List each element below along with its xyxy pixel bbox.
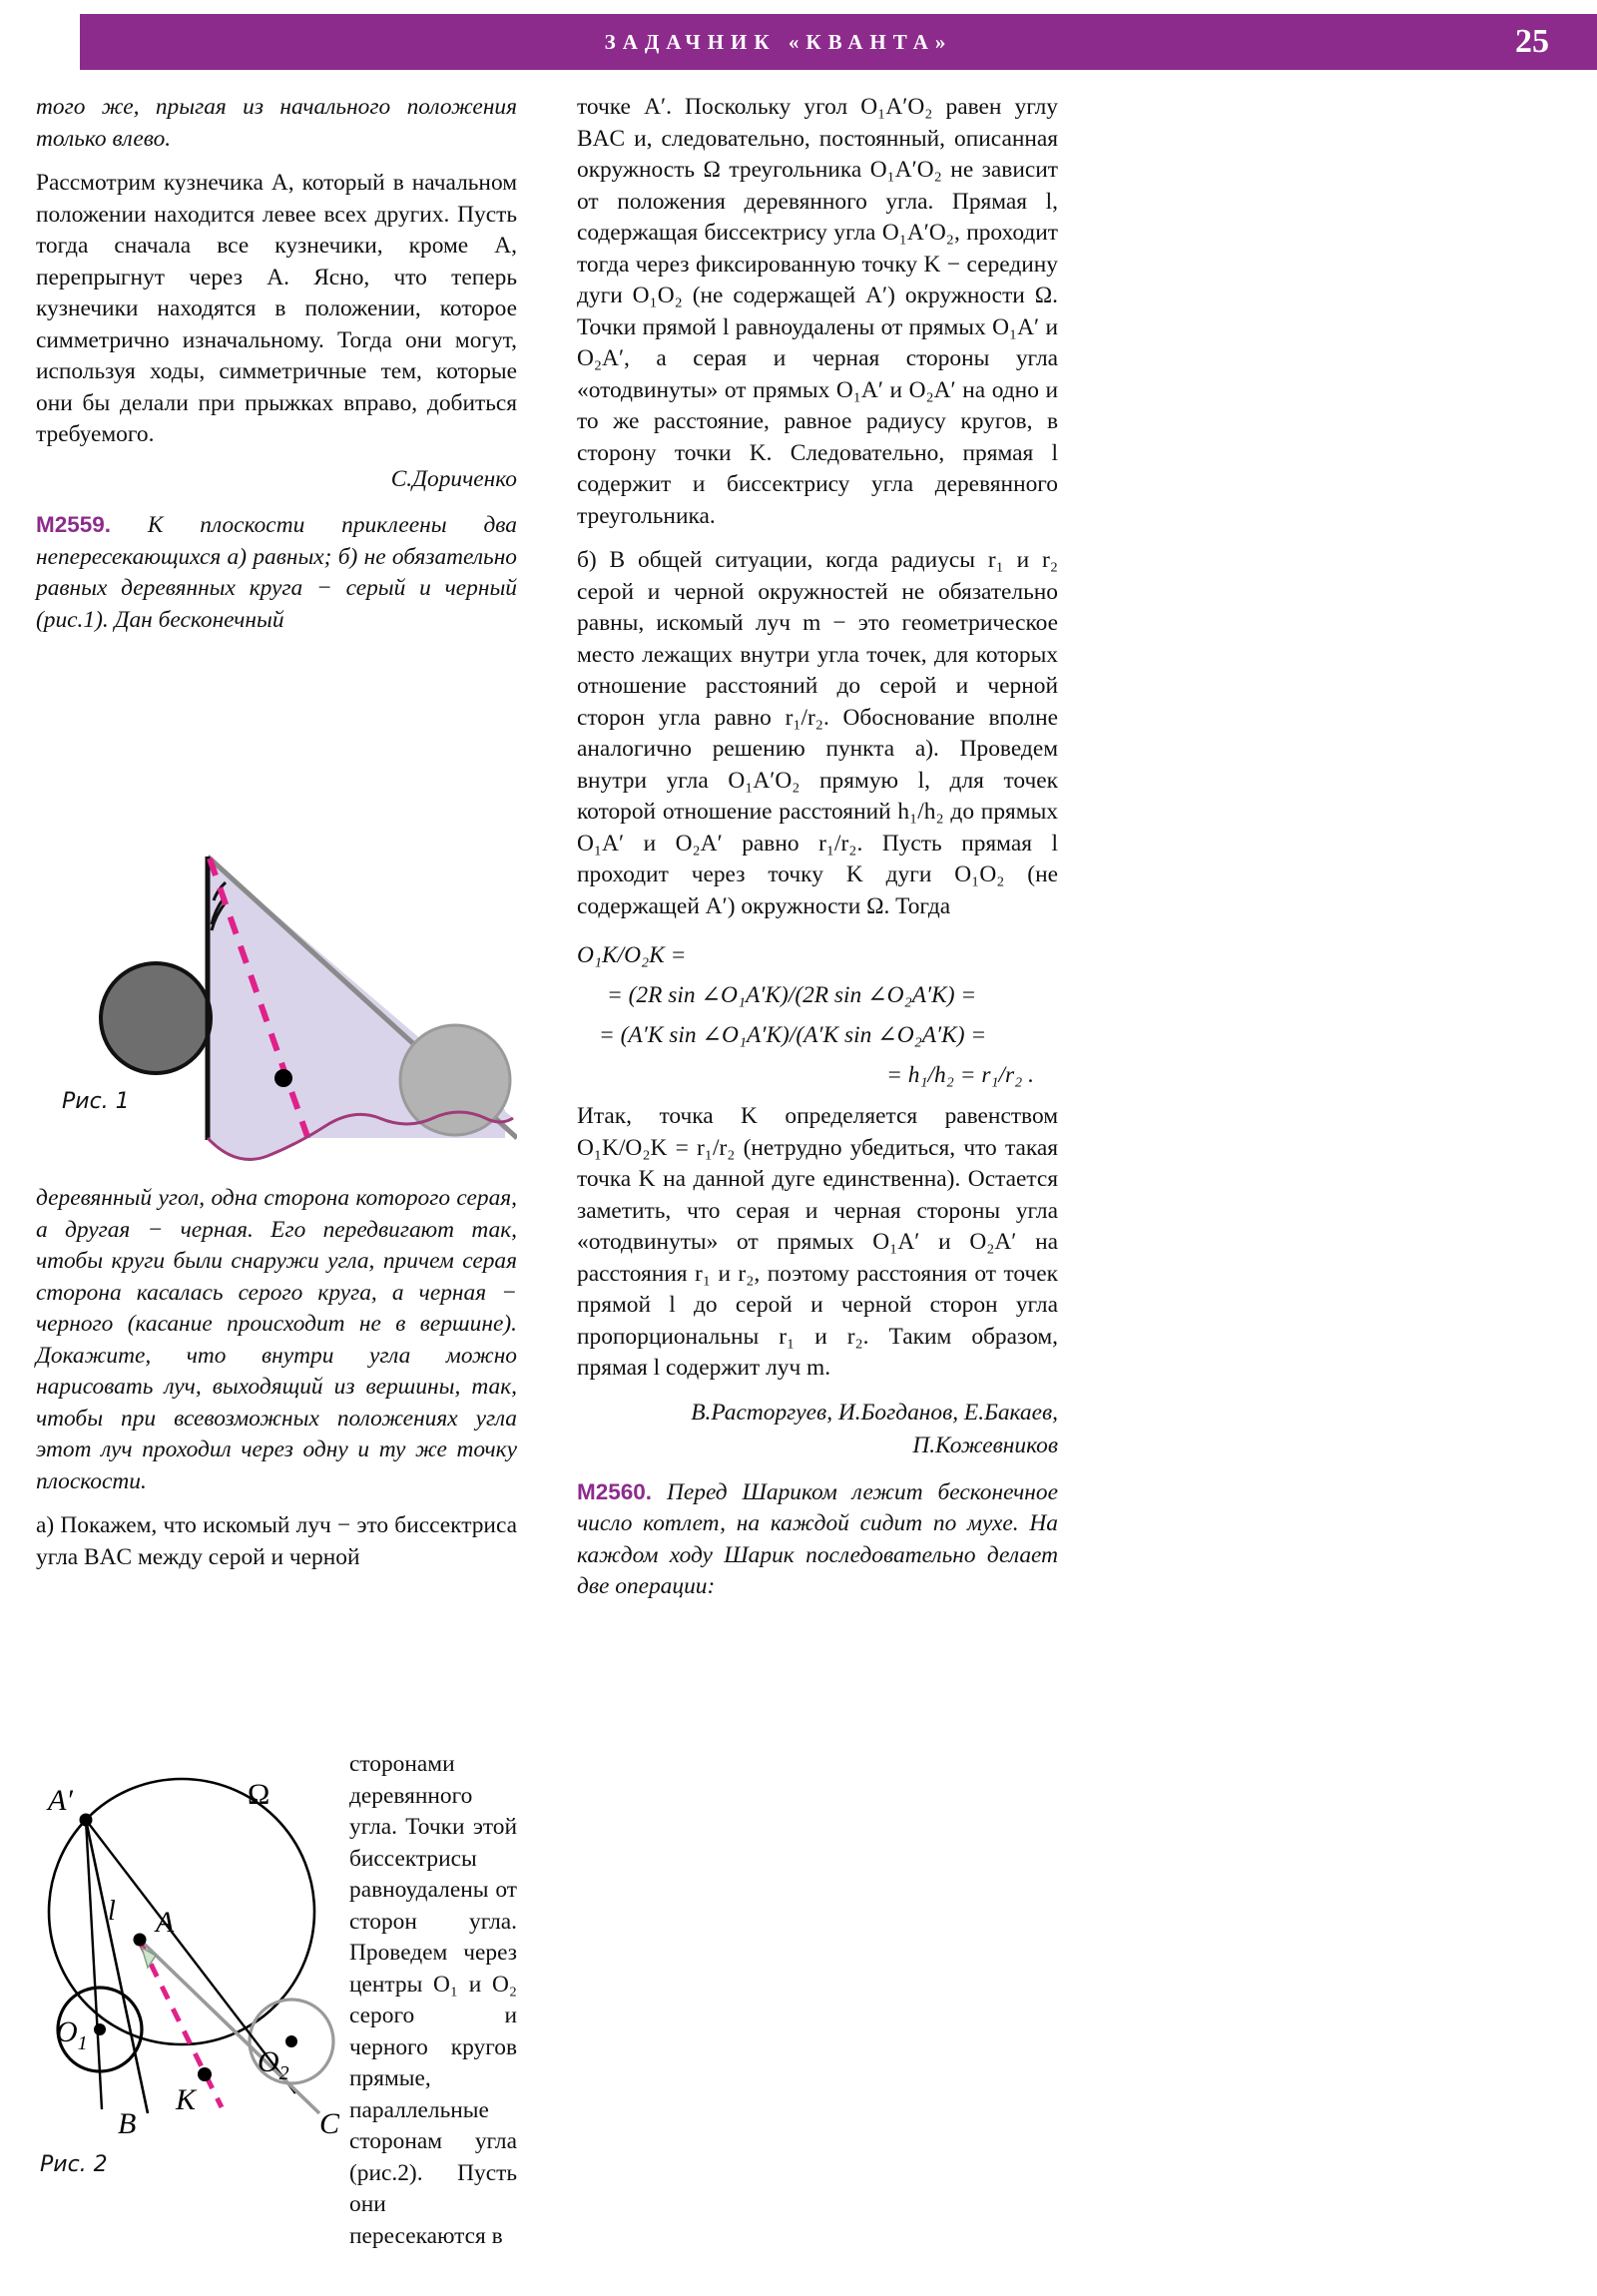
right-paragraph-3: Итак, точка K определяется равенством O₁K/O₂K = r₁/r₂ (нетрудно убедиться, что такая точка K на данной дуге единственна). Остается заметить, что серая и черная стороны угла «отодвинуты» от прямых O₁A′ и O₂A′ на расстояния r₁ и r₂, поэтому расстояния от точек прямой l до серой и черной сторон угла пропорциональны r₁ и r₂. Таким образом, прямая l содержит луч m. [577, 1103, 1058, 1381]
figure-2-caption: Рис. 2 [40, 2152, 108, 2177]
signature-dorichenko: С.Дориченко [390, 465, 517, 492]
problem-m2559-statement-part1 [36, 509, 517, 636]
equation-line-1: O₁K/O₂K = [577, 942, 687, 968]
problem-label-m2559: M2559. [36, 512, 112, 537]
figure-2 [30, 1742, 339, 2177]
page-header-bar [80, 14, 1597, 70]
m2560-text: Перед Шариком лежит бесконечное число котлет, на каждой сидит по мухе. На каждом ходу Шарик последовательно делает две операции: [577, 1478, 1058, 1599]
label-k: K [176, 2083, 197, 2116]
point-k [198, 2067, 212, 2081]
label-a-prime: A′ [48, 1784, 73, 1817]
right-paragraph-1: точке A′. Поскольку угол O₁A′O₂ равен углу BAC и, следовательно, постоянный, описанная окружность Ω треугольника O₁A′O₂ не зависит от положения деревянного угла. Прямая l, содержащая биссектрису угла O₁A′O₂, проходит тогда через фиксированную точку K − середину дуги O₁O₂ (не содержащей A′) окружности Ω. Точки прямой l равноудалены от прямых O₁A′ и O₂A′, а серая и черная стороны угла «отодвинуты» от прямых O₁A′ и O₂A′ на одно и то же расстояние, равное радиусу кругов, в сторону точки K. Следовательно, прямая l содержит и биссектрису угла деревянного треугольника. [577, 94, 1058, 529]
left-column [36, 92, 517, 649]
fixed-point-dot [274, 1069, 292, 1087]
label-c: C [319, 2107, 339, 2140]
page-number: 25 [1515, 23, 1549, 60]
figure-1-caption: Рис. 1 [62, 1089, 130, 1114]
equation-line-3: = (A′K sin ∠O₁A′K)/(A′K sin ∠O₂A′K) = [599, 1022, 987, 1048]
signature-authors-line1: В.Расторгуев, И.Богданов, Е.Бакаев, [691, 1399, 1058, 1426]
solution-a-intro: а) Покажем, что искомый луч − это биссектриса угла BAC между серой и черной [36, 1512, 517, 1570]
dark-circle [101, 963, 211, 1073]
point-o1 [94, 2023, 106, 2035]
continuation-paragraph: того же, прыгая из начального положения только влево. [36, 94, 517, 152]
left-column-wrapped-text: сторонами деревянного угла. Точки этой биссектрисы равноудалены от сторон угла. Проведем через центры O₁ и O₂ серого и черного кругов прямые, параллельные сторонам угла (рис.2). Пусть они пересекаются в [349, 1751, 517, 2249]
label-b: B [118, 2107, 137, 2140]
right-column [577, 92, 1058, 1616]
point-a-prime [80, 1814, 93, 1827]
gray-angle-side [140, 1940, 319, 2113]
label-a: A [156, 1906, 175, 1939]
problem-m2560 [577, 1476, 1058, 1603]
signature-authors-line2: П.Кожевников [912, 1433, 1058, 1458]
equation-line-4: = h₁/h₂ = r₁/r₂ . [886, 1062, 1034, 1088]
point-a [134, 1934, 147, 1947]
page-header-title: ЗАДАЧНИК «КВАНТА» [604, 29, 953, 54]
m2559-statement-part2: деревянный угол, одна сторона которого серая, а другая − черная. Его передвигают так, чтобы круги были снаружи угла, причем серая сторона касалась серого круга, а черная − черного (касание происходит не в вершине). Докажите, что внутри угла можно нарисовать луч, выходящий из вершины, так, чтобы при всевозможных положениях угла этот луч проходил через одну и ту же точку плоскости. [36, 1185, 517, 1494]
point-o2 [285, 2035, 297, 2047]
figure-2-svg [30, 1742, 339, 2141]
label-o1: $O_1$ [56, 2015, 88, 2054]
figure-1 [36, 839, 517, 1183]
right-paragraph-2: б) В общей ситуации, когда радиусы r₁ и r₂ серой и черной окружностей не обязательно равны, искомый луч m − это геометрическое место лежащих внутри угла точек, для которых отношение расстояний до серой и черной сторон угла равно r₁/r₂. Обоснование вполне аналогично решению пункта а). Проведем внутри угла O₁A′O₂ прямую l, для точек которой отношение расстояний h₁/h₂ до прямых O₁A′ и O₂A′ равно r₁/r₂. Пусть прямая l проходит через точку K дуги O₁O₂ (не содержащей A′) окружности Ω. Тогда [577, 547, 1058, 919]
label-l: l [108, 1896, 116, 1927]
light-circle [400, 1025, 510, 1135]
m2559-text-part1: К плоскости приклеены два непересекающихся а) равных; б) не обязательно равных деревянных круга − серый и черный (рис.1). Дан бесконечный [36, 512, 517, 633]
solution-paragraph-1: Рассмотрим кузнечика A, который в начальном положении находится левее всех других. Пусть тогда сначала все кузнечики, кроме A, перепрыгнут через A. Ясно, что теперь кузнечики находятся в положении, которое симметрично изначальному. Тогда они могут, используя ходы, симметричные тем, которые они бы делали при прыжках вправо, добиться требуемого. [36, 170, 517, 447]
label-omega: Ω [248, 1778, 270, 1811]
equation-line-2: = (2R sin ∠O₁A′K)/(2R sin ∠O₂A′K) = [607, 982, 977, 1008]
figure-1-svg [36, 839, 517, 1183]
problem-label-m2560: M2560. [577, 1478, 653, 1504]
left-column-lower [36, 1183, 517, 1586]
label-o2: $O_2$ [258, 2045, 289, 2084]
equation-block [577, 935, 1058, 1095]
